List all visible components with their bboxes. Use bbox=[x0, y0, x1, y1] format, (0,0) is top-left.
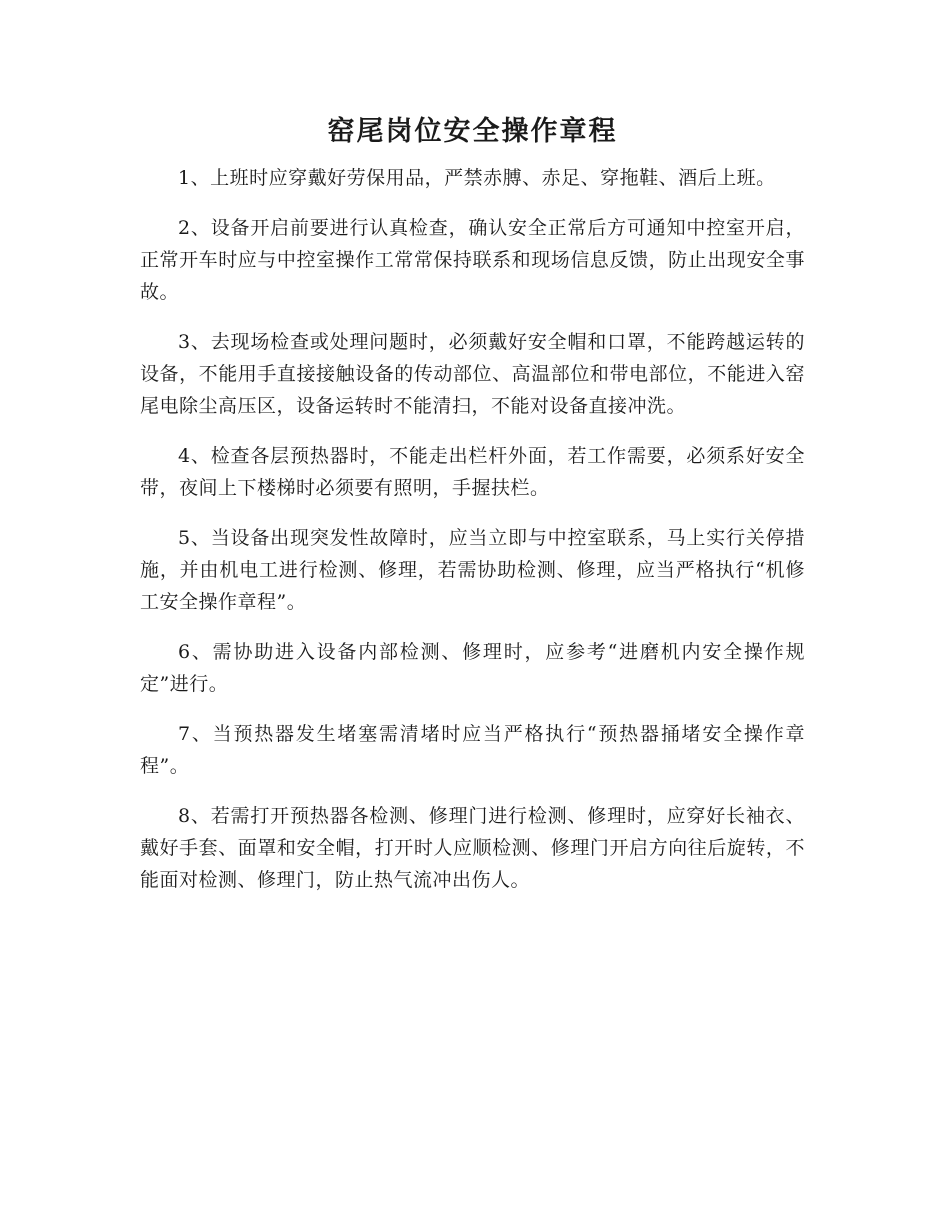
document-page bbox=[140, 110, 805, 914]
paragraph-7: 7、当预热器发生堵塞需清堵时应当严格执行“预热器捅堵安全操作章程”。 bbox=[140, 723, 805, 777]
paragraph-2: 2、设备开启前要进行认真检查，确认安全正常后方可通知中控室开启，正常开车时应与中控室操作工常常保持联系和现场信息反馈，防止出现安全事故。 bbox=[140, 217, 805, 303]
paragraph-8: 8、若需打开预热器各检测、修理门进行检测、修理时，应穿好长袖衣、戴好手套、面罩和安全帽，打开时人应顺检测、修理门开启方向往后旋转，不能面对检测、修理门，防止热气流冲出伤人。 bbox=[140, 805, 805, 891]
document-title: 窑尾岗位安全操作章程 bbox=[327, 116, 618, 147]
paragraph-5: 5、当设备出现突发性故障时，应当立即与中控室联系，马上实行关停措施，并由机电工进行检测、修理，若需协助检测、修理，应当严格执行“机修工安全操作章程”。 bbox=[140, 527, 805, 613]
paragraph-1: 1、上班时应穿戴好劳保用品，严禁赤膊、赤足、穿拖鞋、酒后上班。 bbox=[178, 167, 776, 189]
paragraph-6: 6、需协助进入设备内部检测、修理时，应参考“进磨机内安全操作规定”进行。 bbox=[140, 641, 805, 695]
paragraph-3: 3、去现场检查或处理问题时，必须戴好安全帽和口罩，不能跨越运转的设备，不能用手直接接触设备的传动部位、高温部位和带电部位，不能进入窑尾电除尘高压区，设备运转时不能清扫，不能对设备直接冲洗。 bbox=[140, 331, 805, 417]
paragraph-4: 4、检查各层预热器时，不能走出栏杆外面，若工作需要，必须系好安全带，夜间上下楼梯时必须要有照明，手握扶栏。 bbox=[140, 445, 805, 499]
